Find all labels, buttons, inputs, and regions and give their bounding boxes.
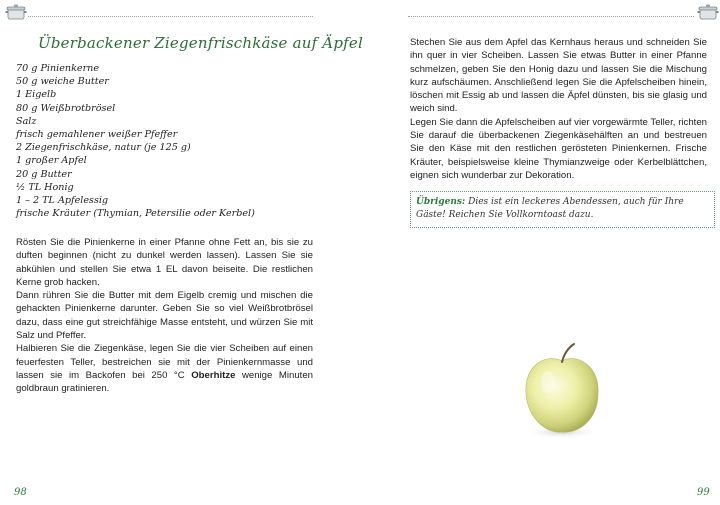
ingredient-item: 1 großer Apfel	[16, 155, 87, 167]
page-number-left: 98	[14, 487, 27, 498]
page-number-right: 99	[697, 487, 710, 498]
instruction-paragraph: Legen Sie dann die Apfelscheiben auf vier vorgewärmte Teller, richten Sie darauf die überbackenen Ziegenkäsehälften an und bestreuen Sie den Käse mit den restlichen gerösteten Pinienkernen. Frische Kräuter, beispielsweise kleine Thymianzweige oder Kerbelblättchen, eignen sich wunderbar zur Dekoration.	[410, 116, 707, 181]
cooking-pot-icon	[5, 3, 27, 21]
ingredient-item: 1 – 2 TL Apfelessig	[16, 195, 109, 207]
instruction-paragraph	[16, 342, 313, 395]
instructions-right	[410, 36, 707, 182]
instruction-paragraph: Rösten Sie die Pinienkerne in einer Pfanne ohne Fett an, bis sie zu duften beginnen (nicht zu dunkel werden lassen). Lassen Sie sie abkühlen und stellen Sie etwa 1 EL davon beiseite. Die restlichen Kerne grob hacken.	[16, 237, 313, 288]
instruction-paragraph: Stechen Sie aus dem Apfel das Kernhaus heraus und schneiden Sie ihn quer in vier Scheiben. Lassen Sie etwas Butter in einer Pfanne schmelzen, geben Sie den Honig dazu und lassen Sie die Mischung kurz aufschäumen. Anschließend legen Sie die Apfelscheiben hinein, löschen mit Essig ab und lassen die Äpfel dünsten, bis sie glasig und weich sind.	[410, 37, 707, 115]
header-divider	[28, 16, 313, 17]
ingredient-item: 20 g Butter	[16, 168, 72, 180]
instruction-text: wenige Minuten goldbraun gratinieren.	[16, 369, 313, 395]
ingredient-item: frische Kräuter (Thymian, Petersilie oder Kerbel)	[16, 208, 255, 220]
ingredient-item: 1 Eigelb	[16, 89, 57, 101]
instruction-text: Halbieren Sie die Ziegenkäse, legen Sie die vier Scheiben auf einen feuerfesten Teller, bestreichen sie mit der Pinienkernmasse und lassen sie im Backofen bei 250 °C	[16, 343, 313, 381]
ingredient-item: frisch gemahlener weißer Pfeffer	[16, 129, 178, 141]
cooking-pot-icon	[697, 3, 719, 21]
ingredient-item: 80 g Weißbrotbrösel	[16, 102, 116, 114]
recipe-title: Überbackener Ziegenfrischkäse auf Äpfel	[38, 34, 363, 52]
ingredient-item: 2 Ziegenfrischkäse, natur (je 125 g)	[16, 142, 191, 154]
instructions-left	[16, 236, 313, 396]
instruction-paragraph: Dann rühren Sie die Butter mit dem Eigelb cremig und mischen die gehackten Pinienkerne darunter. Geben Sie so viel Weißbrotbrösel dazu, dass eine gut streichfähige Masse entsteht, und würzen Sie mit Salz und Pfeffer.	[16, 290, 313, 342]
apple-illustration	[512, 342, 608, 442]
tip-text: Dies ist ein leckeres Abendessen, auch für Ihre Gäste! Reichen Sie Vollkorntoast dazu.	[416, 197, 684, 221]
ingredient-item: ½ TL Honig	[16, 181, 74, 193]
tip-box	[410, 191, 715, 228]
ingredient-item: 50 g weiche Butter	[16, 76, 109, 88]
ingredient-item: Salz	[16, 115, 37, 127]
tip-label: Übrigens:	[416, 197, 466, 207]
ingredient-list	[16, 62, 255, 220]
ingredient-item: 70 g Pinienkerne	[16, 63, 100, 74]
header-divider	[408, 16, 694, 17]
oberhitze-term: Oberhitze	[191, 369, 236, 381]
